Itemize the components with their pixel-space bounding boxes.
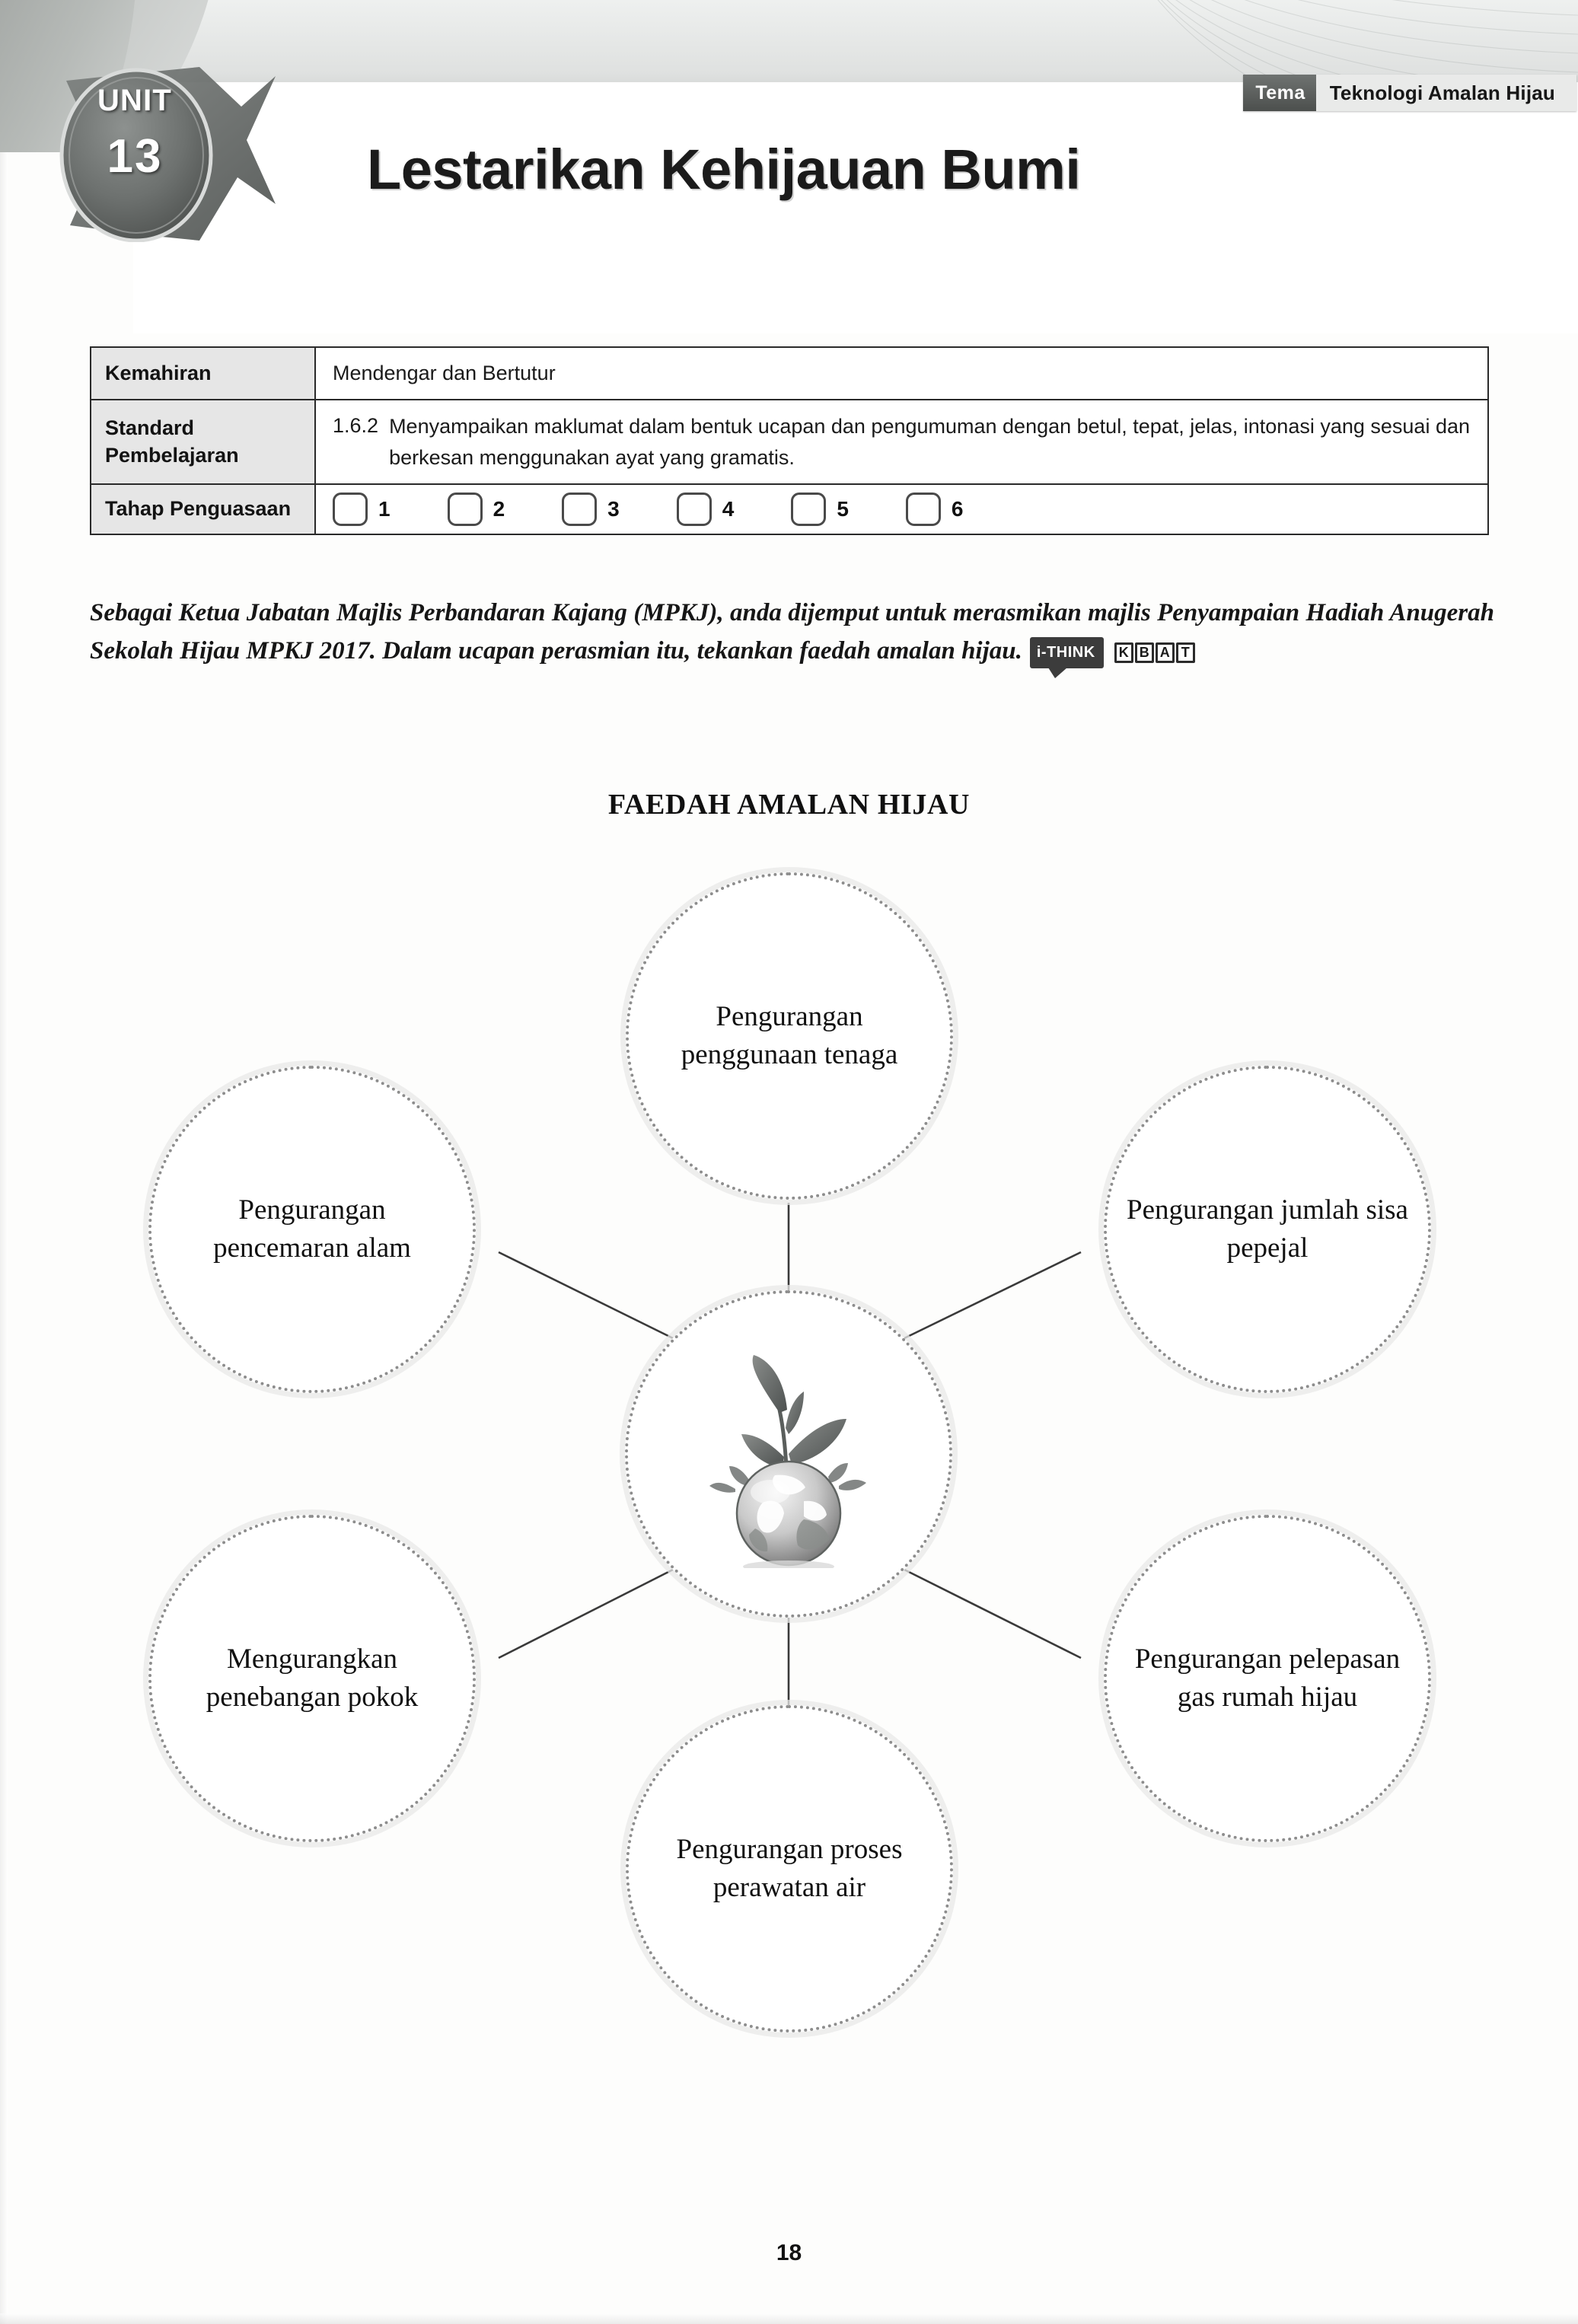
tema-value: Teknologi Amalan Hijau xyxy=(1329,81,1555,104)
table-row-standard-pembelajaran xyxy=(91,400,1487,485)
table-row-tahap-penguasaan xyxy=(91,485,1487,534)
checkbox-number-5: 5 xyxy=(837,496,849,521)
page-title: Lestarikan Kehijauan Bumi xyxy=(367,138,1081,201)
standard-pembelajaran-label xyxy=(91,400,316,483)
learning-standard-table xyxy=(90,346,1489,535)
standard-label-line2: Pembelajaran xyxy=(105,443,239,467)
bubble-lower-right-label: Pengurangan pelepasan gas rumah hijau xyxy=(1134,1643,1401,1713)
bubble-top-label: Pengurangan penggunaan tenaga xyxy=(681,1001,898,1070)
unit-number: 13 xyxy=(107,130,163,183)
checkbox-icon-1[interactable] xyxy=(333,493,368,526)
kbat-letter-1: K xyxy=(1114,642,1133,663)
checkbox-icon-3[interactable] xyxy=(562,493,597,526)
bubble-map-title: FAEDAH AMALAN HIJAU xyxy=(607,789,971,821)
standard-label-line1: Standard xyxy=(105,416,195,440)
checkbox-number-3: 3 xyxy=(607,496,620,521)
bubble-upper-right-label: Pengurangan jumlah sisa pepejal xyxy=(1127,1194,1408,1264)
bubble-top xyxy=(626,872,953,1200)
checkbox-icon-5[interactable] xyxy=(791,493,826,526)
header-white-panel xyxy=(133,82,1578,333)
bubble-map xyxy=(0,837,1578,2162)
bubble-lower-left-label: Mengurangkan penebangan pokok xyxy=(206,1643,419,1713)
tahap-penguasaan-label: Tahap Penguasaan xyxy=(91,485,316,534)
mastery-checkbox-5[interactable] xyxy=(791,493,849,526)
unit-badge xyxy=(47,67,321,242)
tema-label: Tema xyxy=(1243,75,1315,111)
tema-badge xyxy=(1243,75,1576,111)
i-think-badge: i-THINK xyxy=(1030,637,1104,668)
task-instruction xyxy=(90,594,1494,670)
kbat-letter-3: A xyxy=(1156,642,1175,663)
instruction-text: Sebagai Ketua Jabatan Majlis Perbandaran Kajang (MPKJ), anda dijemput untuk merasmikan majlis Penyampaian Hadiah Anugerah Sekolah Hijau MPKJ 2017. Dalam ucapan perasmian itu, tekankan faedah amalan hijau. xyxy=(90,599,1494,665)
mastery-checkbox-2[interactable] xyxy=(448,493,505,526)
tahap-penguasaan-value xyxy=(316,485,1487,534)
mastery-checkbox-1[interactable] xyxy=(333,493,391,526)
scan-edge-bottom xyxy=(0,2313,1578,2324)
checkbox-icon-4[interactable] xyxy=(677,493,712,526)
standard-text: Menyampaikan maklumat dalam bentuk ucapan dan pengumuman dengan betul, tepat, jelas, intonasi yang sesuai dan berkesan menggunakan ayat yang gramatis. xyxy=(389,415,1470,469)
kemahiran-label: Kemahiran xyxy=(91,348,316,399)
page-number: 18 xyxy=(776,2240,802,2265)
bubble-upper-left-label: Pengurangan pencemaran alam xyxy=(213,1194,411,1264)
mastery-checkbox-3[interactable] xyxy=(562,493,620,526)
checkbox-number-4: 4 xyxy=(722,496,735,521)
checkbox-icon-6[interactable] xyxy=(906,493,941,526)
checkbox-number-1: 1 xyxy=(378,496,391,521)
mastery-checkbox-6[interactable] xyxy=(906,493,964,526)
unit-label: UNIT xyxy=(97,84,173,117)
kbat-badge xyxy=(1114,642,1195,663)
mastery-checkbox-4[interactable] xyxy=(677,493,735,526)
kbat-letter-4: T xyxy=(1176,642,1195,663)
table-row-kemahiran xyxy=(91,348,1487,400)
bubble-lower-left xyxy=(148,1515,476,1842)
bubble-upper-right xyxy=(1104,1066,1431,1393)
bubble-center xyxy=(625,1290,952,1618)
checkbox-number-2: 2 xyxy=(493,496,505,521)
bubble-upper-left xyxy=(148,1066,476,1393)
mastery-level-checkbox-group xyxy=(333,493,963,526)
kemahiran-value: Mendengar dan Bertutur xyxy=(333,362,556,384)
bubble-bottom-label: Pengurangan proses perawatan air xyxy=(676,1834,903,1903)
standard-pembelajaran-value xyxy=(316,400,1487,483)
kbat-letter-2: B xyxy=(1135,642,1154,663)
globe-with-plant-icon xyxy=(690,1340,888,1568)
checkbox-icon-2[interactable] xyxy=(448,493,483,526)
bubble-bottom xyxy=(626,1705,953,2032)
standard-code: 1.6.2 xyxy=(333,414,379,438)
checkbox-number-6: 6 xyxy=(951,496,964,521)
bubble-lower-right xyxy=(1104,1515,1431,1842)
